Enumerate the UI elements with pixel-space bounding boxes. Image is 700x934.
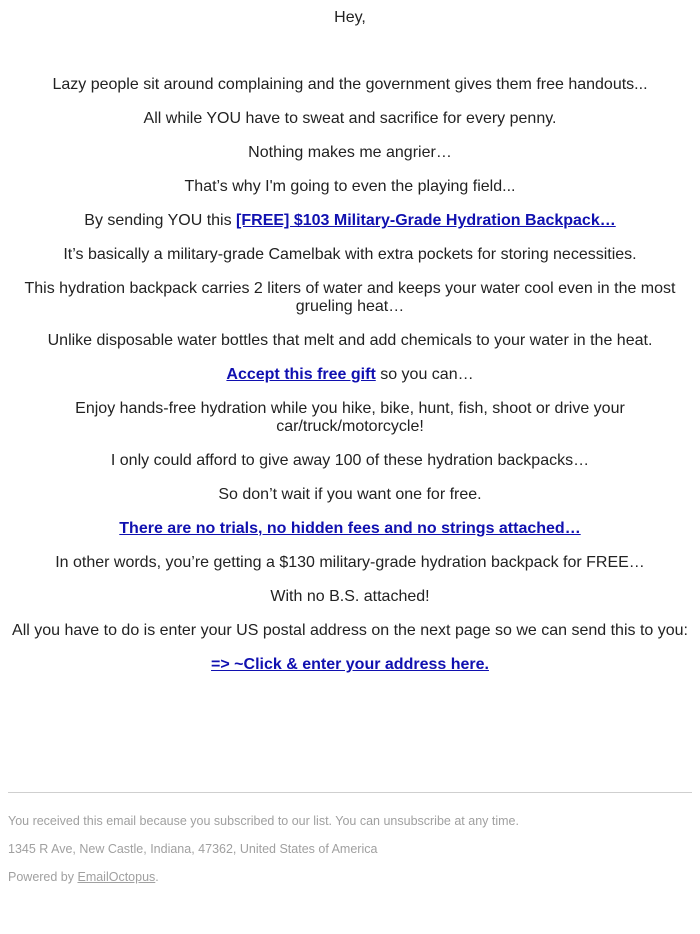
paragraph-12: So don’t wait if you want one for free. — [218, 486, 482, 503]
paragraph-6: It’s basically a military-grade Camelbak with extra pockets for storing necessities. — [63, 246, 637, 263]
accept-gift-link[interactable]: Accept this free gift — [226, 366, 376, 383]
paragraph-15: With no B.S. attached! — [270, 588, 430, 605]
subscription-notice: You received this email because you subscribed to our list. You can unsubscribe at any time. — [8, 814, 519, 828]
emailoctopus-link[interactable]: EmailOctopus — [77, 870, 156, 884]
paragraph-5 — [0, 212, 700, 230]
powered-by-suffix: . — [155, 870, 159, 884]
free-backpack-link[interactable]: [FREE] $103 Military-Grade Hydration Backpack… — [236, 212, 616, 229]
paragraph-17 — [0, 656, 700, 674]
no-strings-link[interactable]: There are no trials, no hidden fees and no strings attached… — [119, 520, 581, 537]
paragraph-8: Unlike disposable water bottles that melt and add chemicals to your water in the heat. — [47, 332, 653, 349]
paragraph-9-text: so you can… — [375, 366, 474, 383]
paragraph-13 — [0, 520, 700, 538]
paragraph-10: Enjoy hands-free hydration while you hike, bike, hunt, fish, shoot or drive your car/truck/motorcycle! — [75, 400, 625, 435]
paragraph-1: Lazy people sit around complaining and the government gives them free handouts... — [52, 76, 648, 93]
paragraph-4: That’s why I'm going to even the playing field... — [184, 178, 516, 195]
paragraph-5-text: By sending YOU this — [84, 212, 237, 229]
enter-address-link[interactable]: => ~Click & enter your address here. — [211, 656, 489, 673]
footer-divider — [8, 792, 692, 793]
footer-address: 1345 R Ave, New Castle, Indiana, 47362, United States of America — [8, 842, 378, 856]
paragraph-3: Nothing makes me angrier… — [248, 144, 452, 161]
paragraph-7: This hydration backpack carries 2 liters of water and keeps your water cool even in the most grueling heat… — [24, 280, 676, 315]
powered-by — [8, 869, 159, 885]
powered-by-prefix: Powered by — [8, 870, 78, 884]
paragraph-9 — [0, 366, 700, 384]
paragraph-11: I only could afford to give away 100 of these hydration backpacks… — [110, 452, 590, 469]
paragraph-2: All while YOU have to sweat and sacrifice for every penny. — [143, 110, 557, 127]
greeting: Hey, — [334, 9, 366, 26]
paragraph-14: In other words, you’re getting a $130 military-grade hydration backpack for FREE… — [55, 554, 645, 571]
paragraph-16: All you have to do is enter your US postal address on the next page so we can send this to you: — [12, 622, 688, 639]
